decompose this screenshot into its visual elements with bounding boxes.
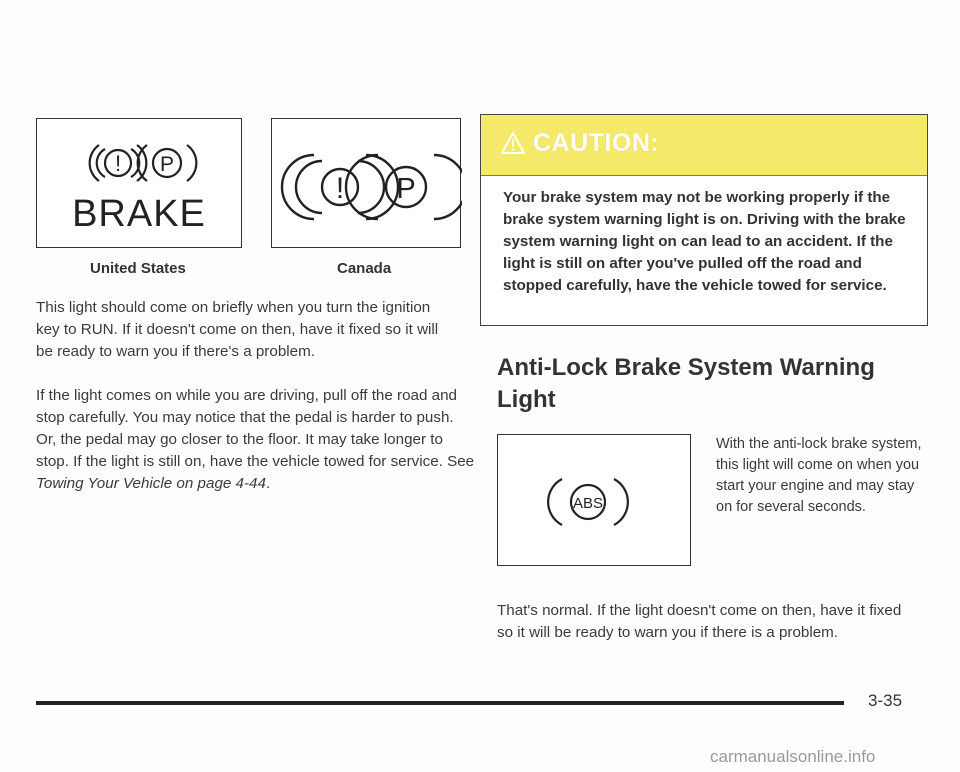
svg-text:P: P bbox=[159, 153, 175, 176]
paragraph-2-text: If the light comes on while you are driving, pull off the road and stop carefully. You may notice that the pedal is harder to push. Or, the pedal may go closer to the floor. It may take longer to stop. If the light is still on, have the vehicle towed for service. See bbox=[36, 387, 475, 470]
abs-followup-paragraph: That's normal. If the light doesn't come on then, have it fixed so it will be ready to warn you if there is a problem. bbox=[497, 602, 902, 641]
caution-header bbox=[481, 115, 927, 176]
abs-icon-label: ABS bbox=[572, 495, 604, 512]
paragraph-2-end: . bbox=[265, 475, 271, 492]
brake-icon-us-box bbox=[36, 118, 242, 248]
warning-triangle-icon bbox=[501, 132, 525, 154]
caption-canada: Canada bbox=[337, 260, 392, 277]
brake-light-paragraph-1: This light should come on briefly when you turn the ignition key to RUN. If it doesn't come on then, have it fixed so it will be ready to warn you if there's a problem. bbox=[36, 299, 439, 360]
svg-text:P: P bbox=[396, 173, 416, 205]
caution-text: Your brake system may not be working properly if the brake system warning light is on. Driving with the brake system warning light on can lead to an accident. If the light is still on after you've pulled off the road and stopped carefully, have the vehicle towed for service. bbox=[503, 189, 906, 294]
brake-label: BRAKE bbox=[72, 193, 206, 235]
caution-title: CAUTION: bbox=[533, 129, 660, 157]
towing-reference: Towing Your Vehicle on page 4-44 bbox=[36, 475, 266, 492]
footer-rule bbox=[36, 701, 844, 705]
abs-warning-icon bbox=[498, 435, 692, 565]
abs-intro-paragraph: With the anti-lock brake system, this light will come on when you start your engine and may stay on for several seconds. bbox=[716, 436, 922, 515]
brake-warning-icon-canada bbox=[272, 119, 462, 247]
caution-box bbox=[480, 114, 928, 326]
watermark-link[interactable]: carmanualsonline.info bbox=[710, 747, 876, 766]
section-heading: Anti-Lock Brake System Warning Light bbox=[497, 354, 875, 413]
brake-icon-canada-box bbox=[271, 118, 461, 248]
brake-warning-icon bbox=[37, 119, 243, 199]
svg-text:!: ! bbox=[114, 151, 122, 176]
svg-text:!: ! bbox=[335, 172, 345, 205]
caption-united-states: United States bbox=[90, 260, 186, 277]
page-number: 3-35 bbox=[868, 691, 903, 710]
abs-icon-box bbox=[497, 434, 691, 566]
brake-light-paragraph-2 bbox=[36, 385, 476, 495]
